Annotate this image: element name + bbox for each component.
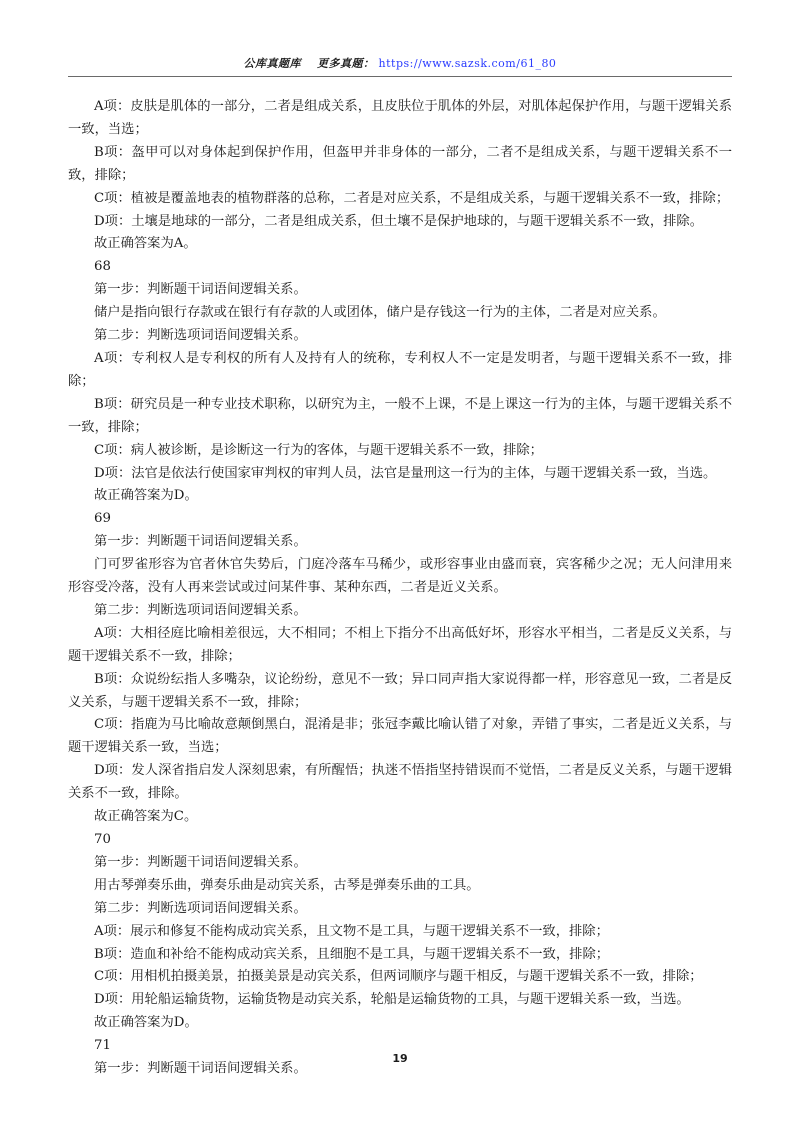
page-number: 19 bbox=[392, 1052, 408, 1065]
paragraph: C项：病人被诊断，是诊断这一行为的客体，与题干逻辑关系不一致，排除； bbox=[94, 442, 543, 458]
paragraph: D项：用轮船运输货物，运输货物是动宾关系，轮船是运输货物的工具，与题干逻辑关系一致，当选。 bbox=[94, 992, 690, 1008]
paragraph: C项：植被是覆盖地表的植物群落的总称，二者是对应关系，不是组成关系，与题干逻辑关系不一致，排除； bbox=[94, 190, 730, 206]
step-heading: 第二步：判断选项词语间逻辑关系。 bbox=[94, 328, 307, 344]
question-number: 71 bbox=[94, 1038, 111, 1054]
paragraph: B项：造血和补给不能构成动宾关系，且细胞不是工具，与题干逻辑关系不一致，排除； bbox=[94, 946, 610, 962]
question-number: 70 bbox=[94, 832, 111, 847]
paragraph: C项：用相机拍摄美景，拍摄美景是动宾关系，但两词顺序与题干相反，与题干逻辑关系不一致，排除； bbox=[94, 969, 703, 985]
paragraph: B项：盔甲可以对身体起到保护作用，但盔甲并非身体的一部分，二者不是组成关系，与题干逻辑关系不一致，排除； bbox=[68, 144, 732, 183]
header-more-label: 更多真题： bbox=[317, 57, 375, 70]
step-heading: 第二步：判断选项词语间逻辑关系。 bbox=[94, 900, 307, 916]
question-number: 69 bbox=[94, 511, 111, 527]
paragraph: C项：指鹿为马比喻故意颠倒黑白，混淆是非；张冠李戴比喻认错了对象，弄错了事实，二者是近义关系，与题干逻辑关系一致，当选； bbox=[68, 717, 732, 756]
paragraph: 用古琴弹奏乐曲，弹奏乐曲是动宾关系，古琴是弹奏乐曲的工具。 bbox=[94, 877, 480, 893]
step-heading: 第二步：判断选项词语间逻辑关系。 bbox=[94, 602, 307, 618]
paragraph: A项：皮肤是肌体的一部分，二者是组成关系，且皮肤位于肌体的外层，对肌体起保护作用，与题干逻辑关系一致，当选； bbox=[68, 99, 732, 137]
paragraph: B项：众说纷纭指人多嘴杂，议论纷纷，意见不一致；异口同声指大家说得都一样，形容意见一致，二者是反义关系，与题干逻辑关系不一致，排除； bbox=[68, 671, 732, 710]
answer-line: 故正确答案为D。 bbox=[94, 488, 198, 504]
step-heading: 第一步：判断题干词语间逻辑关系。 bbox=[94, 854, 307, 870]
paragraph: A项：专利权人是专利权的所有人及持有人的统称，专利权人不一定是发明者，与题干逻辑关系不一致，排除； bbox=[68, 350, 732, 389]
step-heading: 第一步：判断题干词语间逻辑关系。 bbox=[94, 1061, 307, 1077]
paragraph: 储户是指向银行存款或在银行有存款的人或团体，储户是存钱这一行为的主体，二者是对应关系。 bbox=[94, 305, 666, 321]
answer-line: 故正确答案为A。 bbox=[94, 236, 197, 252]
header-brand: 公库真题库 bbox=[243, 57, 302, 70]
paragraph: D项：法官是依法行使国家审判权的审判人员，法官是量刑这一行为的主体，与题干逻辑关系一致，当选。 bbox=[94, 465, 717, 481]
header-divider bbox=[68, 76, 732, 77]
step-heading: 第一步：判断题干词语间逻辑关系。 bbox=[94, 534, 307, 550]
answer-line: 故正确答案为D。 bbox=[94, 1015, 198, 1031]
paragraph: A项：展示和修复不能构成动宾关系，且文物不是工具，与题干逻辑关系不一致，排除； bbox=[94, 923, 609, 939]
header-link[interactable]: https://www.sazsk.com/61_80 bbox=[378, 57, 557, 70]
paragraph: D项：发人深省指启发人深刻思索，有所醒悟；执迷不悟指坚持错误而不觉悟，二者是反义关系，与题干逻辑关系不一致，排除。 bbox=[68, 763, 732, 802]
paragraph: A项：大相径庭比喻相差很远，大不相同；不相上下指分不出高低好坏，形容水平相当，二者是反义关系，与题干逻辑关系不一致，排除； bbox=[68, 625, 732, 664]
page-header bbox=[68, 55, 732, 73]
paragraph: B项：研究员是一种专业技术职称，以研究为主，一般不上课，不是上课这一行为的主体，与题干逻辑关系不一致，排除； bbox=[68, 396, 732, 435]
question-number: 68 bbox=[94, 259, 111, 275]
paragraph: D项：土壤是地球的一部分，二者是组成关系，但土壤不是保护地球的，与题干逻辑关系不一致，排除。 bbox=[94, 213, 704, 229]
document-body bbox=[68, 96, 732, 1081]
paragraph: 门可罗雀形容为官者休官失势后，门庭冷落车马稀少，或形容事业由盛而衰，宾客稀少之况；无人问津用来形容受冷落，没有人再来尝试或过问某件事、某种东西，二者是近义关系。 bbox=[68, 557, 732, 596]
answer-line: 故正确答案为C。 bbox=[94, 809, 198, 825]
step-heading: 第一步：判断题干词语间逻辑关系。 bbox=[94, 282, 307, 298]
